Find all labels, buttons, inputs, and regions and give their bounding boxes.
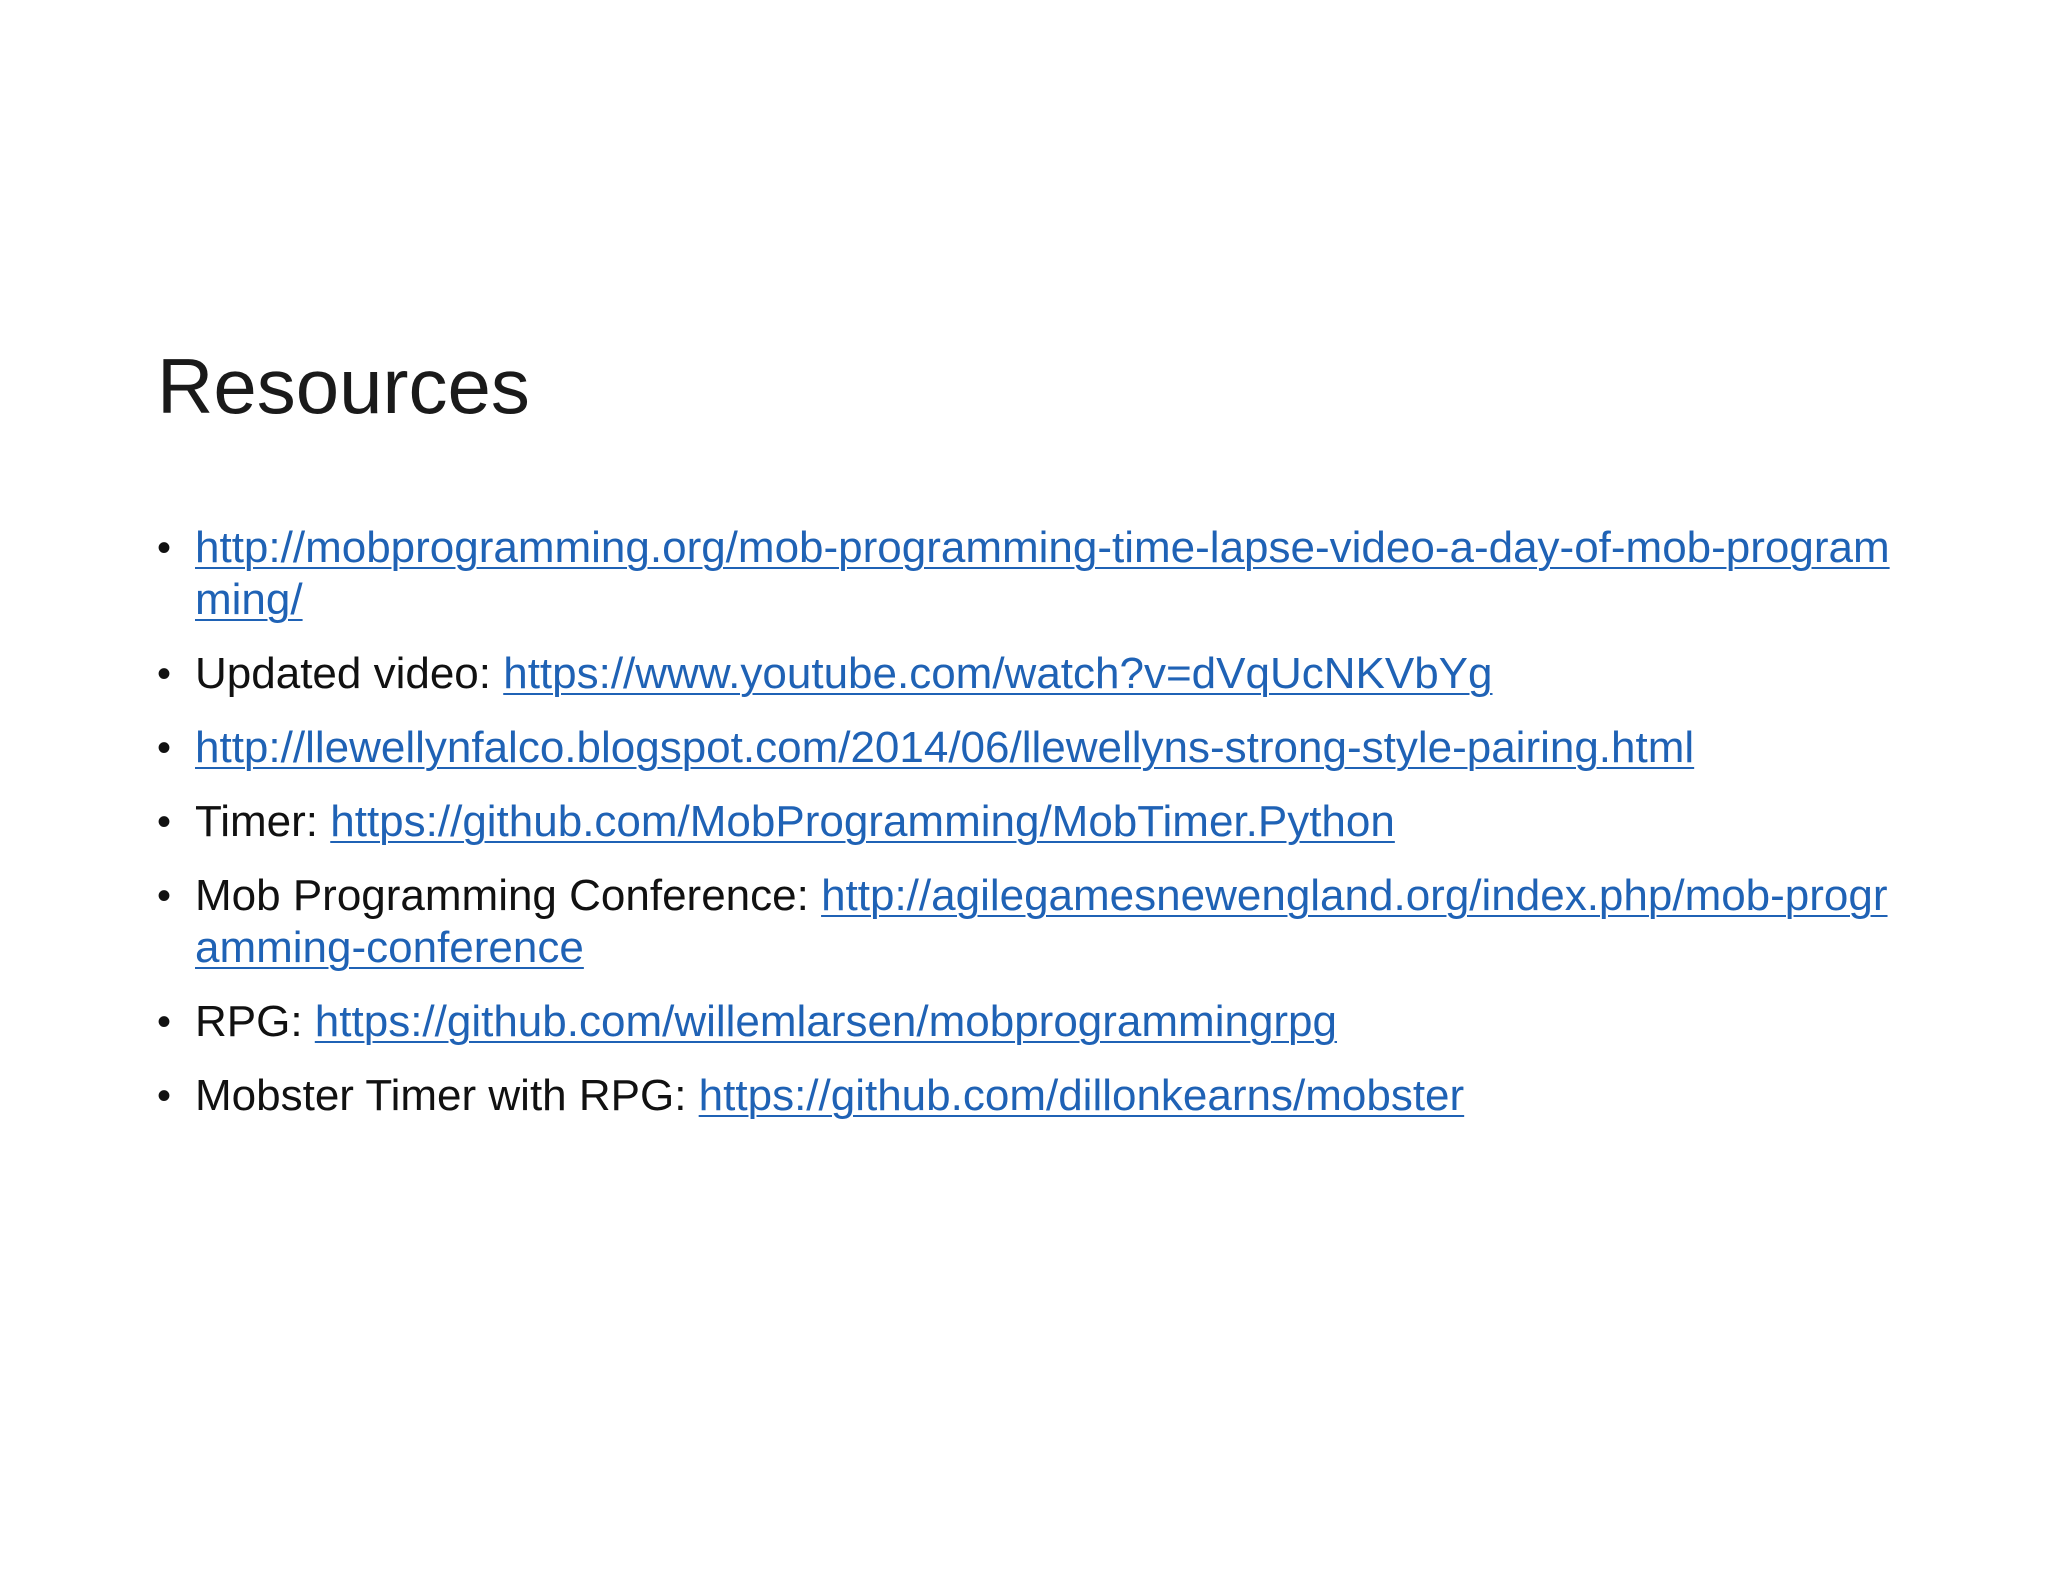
resource-link[interactable]: http://agilegamesnewengland.org/index.php/mob-programming-conference: [195, 871, 1888, 972]
bullet-icon: •: [157, 874, 172, 918]
resource-link[interactable]: http://llewellynfalco.blogspot.com/2014/06/llewellyns-strong-style-pairing.html: [195, 723, 1695, 772]
item-label: Mobster Timer with RPG:: [195, 1071, 699, 1120]
list-item: [157, 796, 1897, 848]
resource-link[interactable]: https://github.com/MobProgramming/MobTimer.Python: [330, 797, 1395, 846]
bullet-icon: •: [157, 800, 172, 844]
list-item: [157, 522, 1897, 626]
bullet-icon: •: [157, 1074, 172, 1118]
resource-list: [157, 522, 1897, 1144]
item-label: Updated video:: [195, 649, 504, 698]
resource-link[interactable]: http://mobprogramming.org/mob-programming-time-lapse-video-a-day-of-mob-programming/: [195, 523, 1890, 624]
list-item: [157, 870, 1897, 974]
bullet-icon: •: [157, 526, 172, 570]
item-label: Timer:: [195, 797, 331, 846]
resource-link[interactable]: https://github.com/dillonkearns/mobster: [698, 1071, 1465, 1120]
resource-link[interactable]: https://github.com/willemlarsen/mobprogrammingrpg: [314, 997, 1338, 1046]
item-label: Mob Programming Conference:: [195, 871, 822, 920]
list-item: [157, 1070, 1897, 1122]
bullet-icon: •: [157, 652, 172, 696]
list-item: [157, 996, 1897, 1048]
list-item: [157, 648, 1897, 700]
bullet-icon: •: [157, 1000, 172, 1044]
item-label: RPG:: [195, 997, 315, 1046]
resource-link[interactable]: https://www.youtube.com/watch?v=dVqUcNKVbYg: [503, 649, 1493, 698]
list-item: [157, 722, 1897, 774]
bullet-icon: •: [157, 726, 172, 770]
slide-title: Resources: [157, 342, 530, 430]
